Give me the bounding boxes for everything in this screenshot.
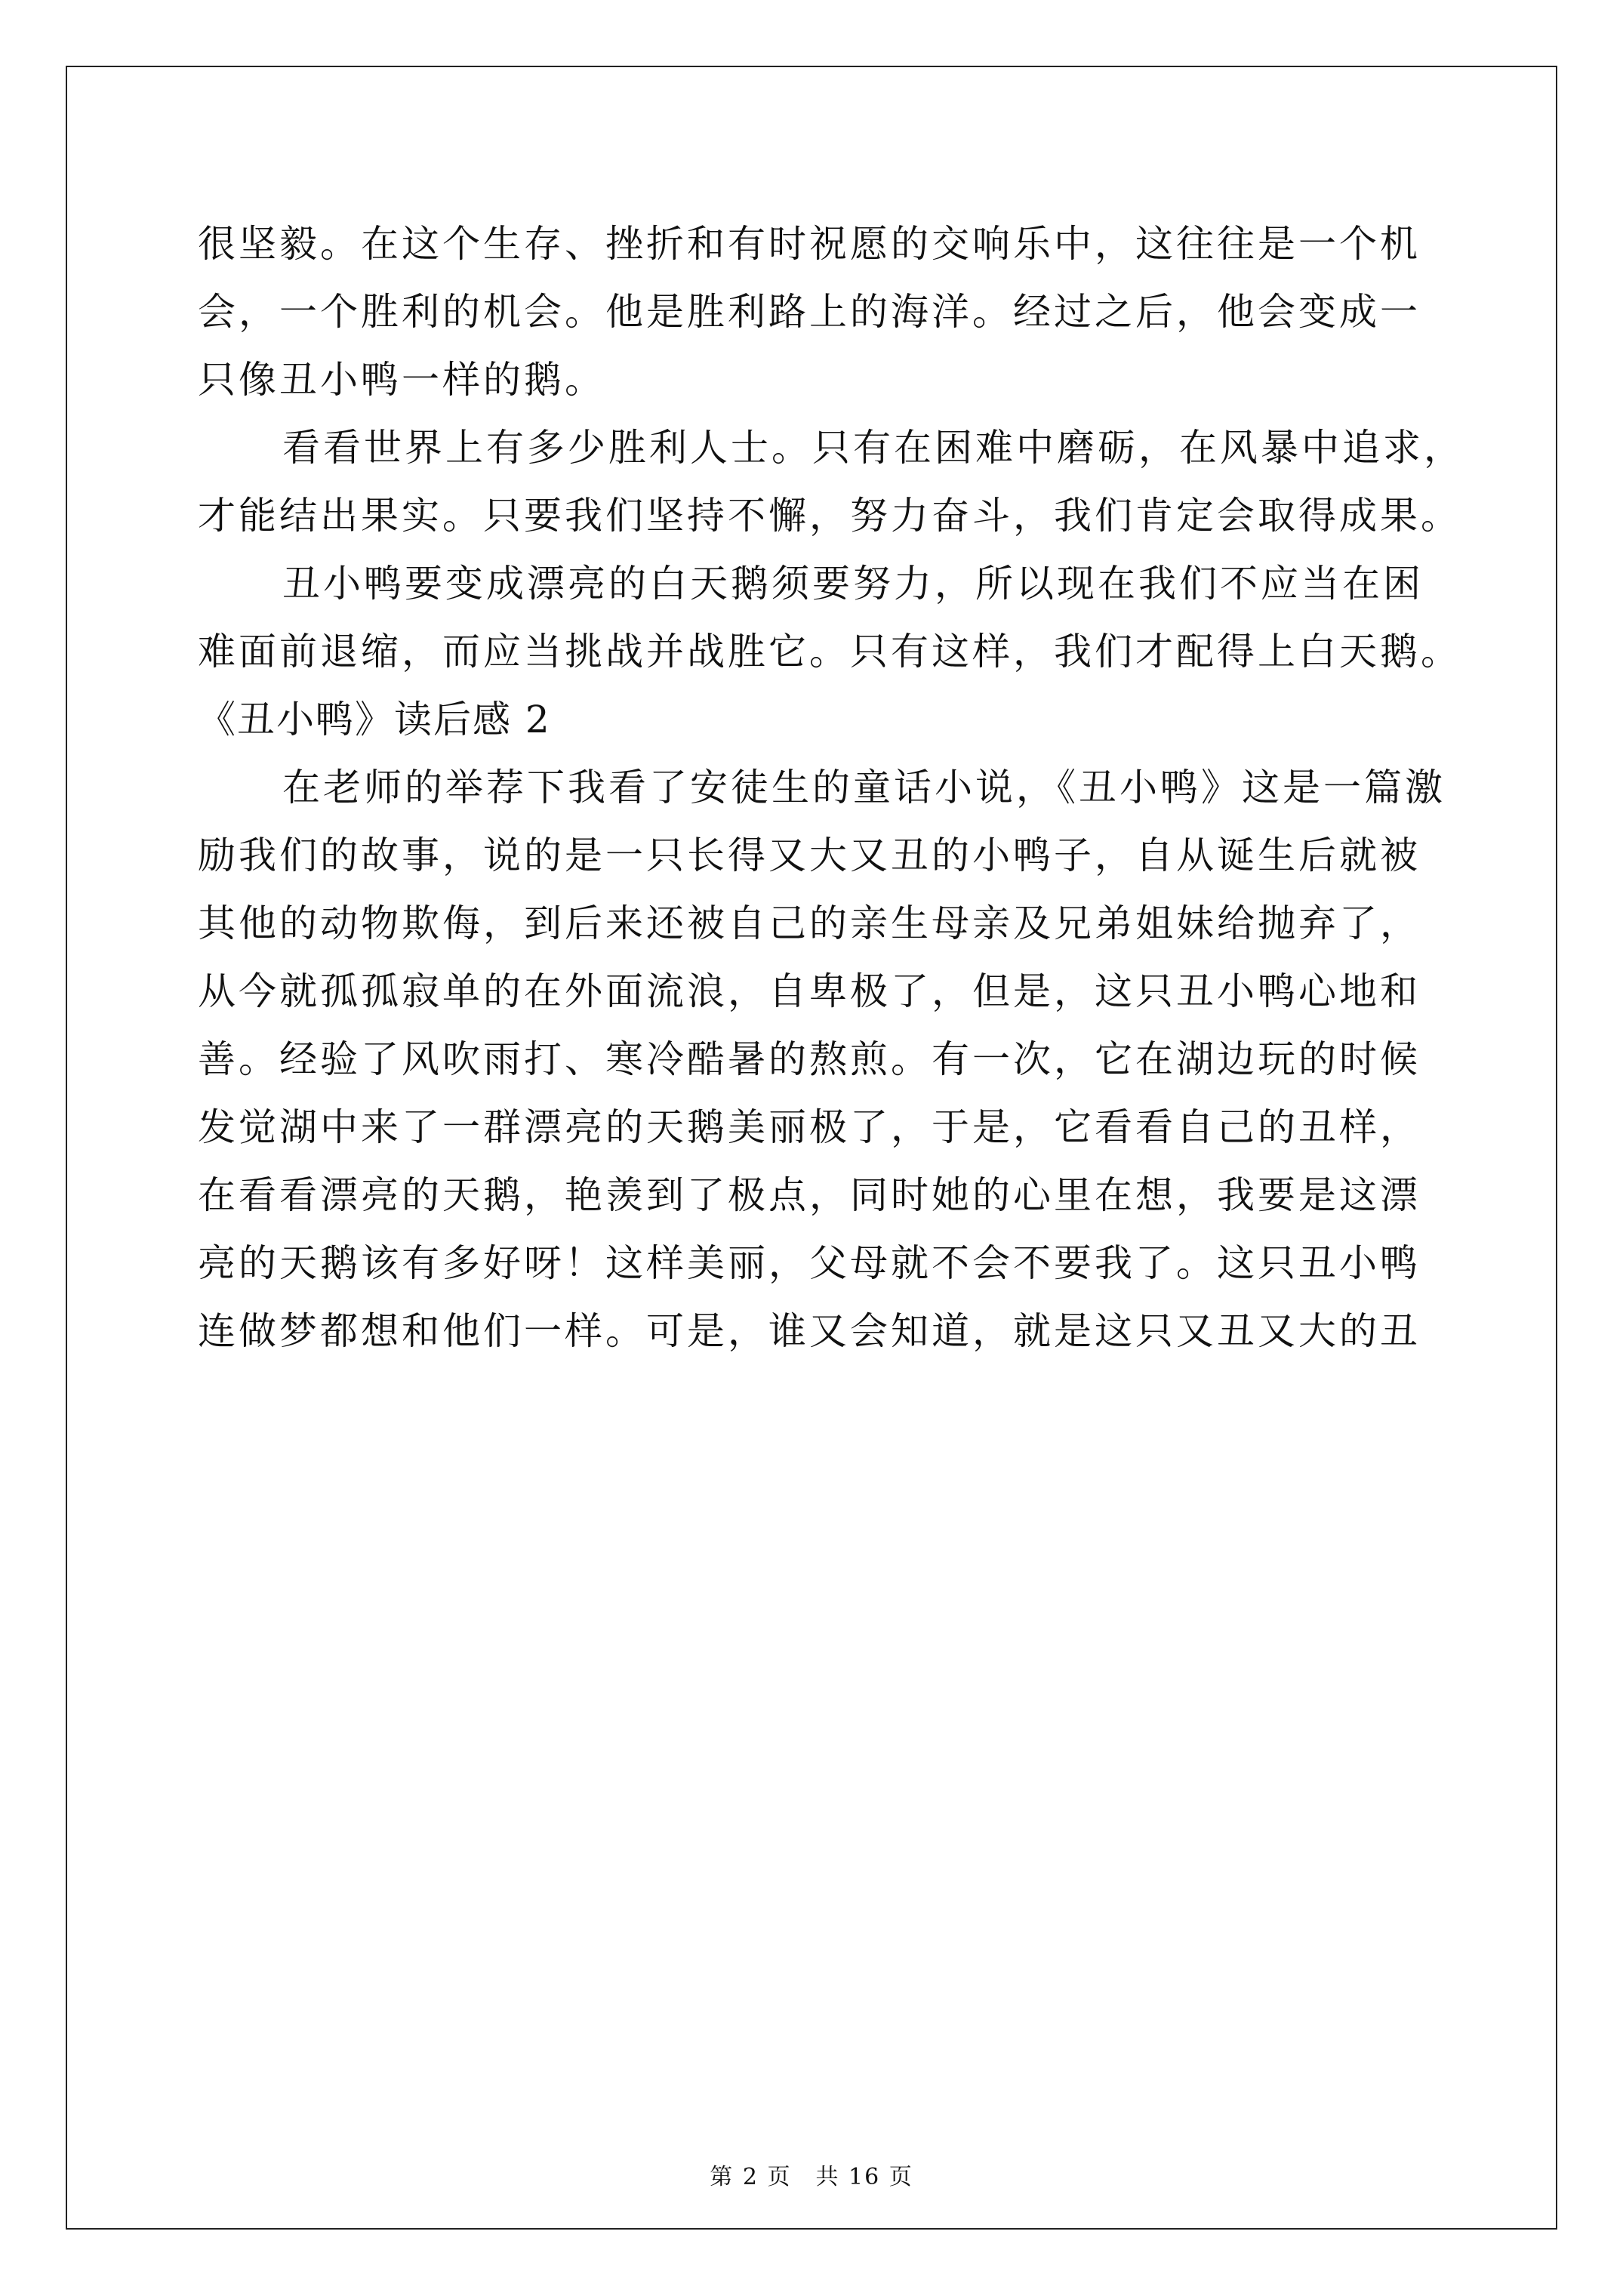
paragraph-start-line: 丑小鸭要变成漂亮的白天鹅须要努力，所以现在我们不应当在困 [282, 562, 1424, 606]
text-line: 难面前退缩，而应当挑战并战胜它。只有这样，我们才配得上白天鹅。 [198, 630, 1461, 673]
text-line: 连做梦都想和他们一样。可是，谁又会知道，就是这只又丑又大的丑 [198, 1309, 1421, 1353]
text-line: 其他的动物欺侮，到后来还被自己的亲生母亲及兄弟姐妹给抛弃了， [198, 901, 1421, 945]
text-line: 励我们的故事，说的是一只长得又大又丑的小鸭子，自从诞生后就被 [198, 834, 1421, 877]
paragraph-start-line: 看看世界上有多少胜利人士。只有在困难中磨砺，在风暴中追求， [282, 426, 1464, 470]
section-heading: 《丑小鸭》读后感 2 [198, 698, 551, 741]
text-line: 善。经验了风吹雨打、寒冷酷暑的熬煎。有一次，它在湖边玩的时候 [198, 1037, 1421, 1081]
text-line: 发觉湖中来了一群漂亮的天鹅美丽极了，于是，它看看自己的丑样， [198, 1105, 1421, 1149]
paragraph-start-line: 在老师的举荐下我看了安徒生的童话小说，《丑小鸭》这是一篇激 [282, 766, 1446, 809]
text-line: 只像丑小鸭一样的鹅。 [198, 358, 605, 402]
text-line: 很坚毅。在这个生存、挫折和有时祝愿的交响乐中，这往往是一个机 [198, 222, 1421, 266]
text-line: 从今就孤孤寂单的在外面流浪，自卑极了，但是，这只丑小鸭心地和 [198, 969, 1421, 1013]
text-line: 在看看漂亮的天鹅，艳羡到了极点，同时她的心里在想，我要是这漂 [198, 1173, 1421, 1217]
text-line: 会，一个胜利的机会。他是胜利路上的海洋。经过之后，他会变成一 [198, 290, 1421, 334]
text-line: 才能结出果实。只要我们坚持不懈，努力奋斗，我们肯定会取得成果。 [198, 494, 1461, 538]
text-line: 亮的天鹅该有多好呀！这样美丽，父母就不会不要我了。这只丑小鸭 [198, 1241, 1421, 1285]
page-number-footer: 第 2 页 共 16 页 [710, 2164, 913, 2190]
